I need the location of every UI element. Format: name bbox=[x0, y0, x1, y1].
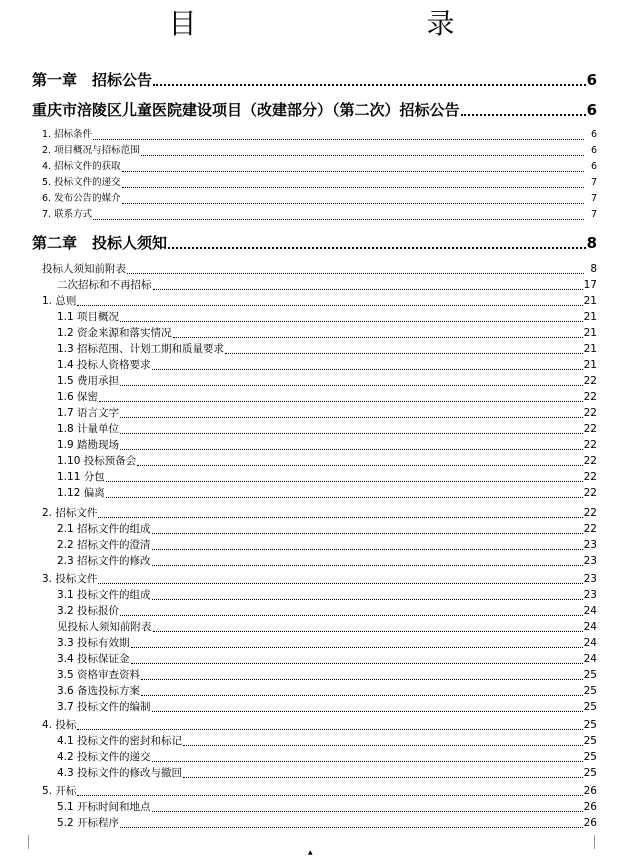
toc-item-page-number: 22 bbox=[583, 375, 597, 387]
dot-leader bbox=[77, 305, 582, 306]
dot-leader bbox=[120, 417, 583, 418]
toc-item-label: 2.2 招标文件的澄清 bbox=[57, 539, 151, 551]
toc-item-page-number: 21 bbox=[583, 327, 597, 339]
toc-item[interactable] bbox=[42, 191, 597, 207]
dot-leader bbox=[93, 139, 584, 140]
toc-item[interactable] bbox=[57, 667, 597, 683]
toc-item-page-number: 7 bbox=[590, 177, 597, 188]
toc-item-page-number: 21 bbox=[583, 295, 597, 307]
toc-item[interactable] bbox=[42, 261, 597, 277]
toc-item-page-number: 25 bbox=[583, 751, 597, 763]
toc-item-label: 7. 联系方式 bbox=[42, 209, 93, 220]
toc-item-label: 重庆市涪陵区儿童医院建设项目（改建部分）（第二次）招标公告 bbox=[32, 101, 460, 119]
toc-item-label: 3.4 投标保证金 bbox=[57, 653, 130, 665]
toc-item-page-number: 23 bbox=[583, 555, 597, 567]
toc-item-label: 5. 开标 bbox=[42, 785, 77, 797]
toc-item-page-number: 8 bbox=[590, 263, 597, 275]
toc-item-label: 1.2 资金来源和落实情况 bbox=[57, 327, 172, 339]
dot-leader bbox=[106, 497, 583, 498]
toc-item-page-number: 21 bbox=[583, 343, 597, 355]
toc-item[interactable] bbox=[57, 325, 597, 341]
toc-item[interactable] bbox=[57, 765, 597, 781]
toc-item[interactable] bbox=[42, 505, 597, 521]
toc-item-label: 6. 发布公告的媒介 bbox=[42, 193, 121, 204]
toc-item-label: 4.3 投标文件的修改与撤回 bbox=[57, 767, 183, 779]
toc-item[interactable] bbox=[57, 469, 597, 485]
dot-leader bbox=[93, 219, 584, 220]
dot-leader bbox=[131, 647, 583, 648]
dot-leader bbox=[120, 827, 583, 828]
toc-item-page-number: 17 bbox=[583, 279, 597, 291]
toc-item[interactable] bbox=[42, 783, 597, 799]
toc-item[interactable] bbox=[57, 699, 597, 715]
toc-item[interactable] bbox=[57, 373, 597, 389]
toc-item[interactable] bbox=[42, 127, 597, 143]
dot-leader bbox=[77, 729, 582, 730]
dot-leader bbox=[137, 465, 582, 466]
toc-item-page-number: 21 bbox=[583, 311, 597, 323]
toc-item-page-number: 21 bbox=[583, 359, 597, 371]
toc-item-page-number: 24 bbox=[583, 653, 597, 665]
toc-item-page-number: 25 bbox=[583, 685, 597, 697]
toc-item[interactable] bbox=[57, 749, 597, 765]
toc-item-label: 3. 投标文件 bbox=[42, 573, 98, 585]
dot-leader bbox=[152, 565, 583, 566]
toc-item[interactable] bbox=[57, 619, 597, 635]
toc-item-page-number: 22 bbox=[583, 407, 597, 419]
toc-item[interactable] bbox=[42, 143, 597, 159]
toc-item[interactable] bbox=[57, 485, 597, 501]
toc-item[interactable] bbox=[57, 389, 597, 405]
toc-heading[interactable] bbox=[32, 70, 597, 90]
page-corner-mark-left bbox=[14, 835, 29, 849]
toc-item[interactable] bbox=[57, 733, 597, 749]
toc-item-page-number: 6 bbox=[586, 71, 597, 89]
toc-item-page-number: 22 bbox=[583, 439, 597, 451]
dot-leader bbox=[98, 583, 582, 584]
toc-item-label: 投标人须知前附表 bbox=[42, 263, 126, 275]
toc-item-label: 1.8 计量单位 bbox=[57, 423, 120, 435]
toc-item-label: 3.1 投标文件的组成 bbox=[57, 589, 151, 601]
dot-leader bbox=[225, 353, 583, 354]
toc-item-label: 1.6 保密 bbox=[57, 391, 99, 403]
toc-item-page-number: 8 bbox=[586, 234, 597, 252]
toc-item-label: 2.1 招标文件的组成 bbox=[57, 523, 151, 535]
toc-item-page-number: 24 bbox=[583, 637, 597, 649]
dot-leader bbox=[141, 695, 583, 696]
toc-item-label: 1. 总则 bbox=[42, 295, 77, 307]
toc-item-label: 1. 招标条件 bbox=[42, 129, 93, 140]
toc-item[interactable] bbox=[42, 159, 597, 175]
toc-item-page-number: 26 bbox=[583, 801, 597, 813]
dot-leader bbox=[127, 273, 584, 274]
toc-item-label: 1.3 招标范围、计划工期和质量要求 bbox=[57, 343, 225, 355]
toc-item-label: 5.1 开标时间和地点 bbox=[57, 801, 151, 813]
toc-item[interactable] bbox=[57, 683, 597, 699]
toc-item-label: 4.1 投标文件的密封和标记 bbox=[57, 735, 183, 747]
dot-leader bbox=[120, 385, 583, 386]
dot-leader bbox=[183, 745, 583, 746]
toc-item-label: 5. 投标文件的递交 bbox=[42, 177, 121, 188]
toc-item-page-number: 22 bbox=[583, 471, 597, 483]
toc-item-label: 5.2 开标程序 bbox=[57, 817, 120, 829]
dot-leader bbox=[152, 599, 583, 600]
dot-leader bbox=[120, 433, 583, 434]
dot-leader bbox=[152, 549, 583, 550]
toc-item[interactable] bbox=[57, 537, 597, 553]
dot-leader bbox=[99, 401, 583, 402]
toc-item-label: 1.10 投标预备会 bbox=[57, 455, 137, 467]
toc-item-page-number: 26 bbox=[583, 785, 597, 797]
dot-leader bbox=[153, 289, 583, 290]
toc-item-page-number: 25 bbox=[583, 719, 597, 731]
toc-item[interactable] bbox=[57, 437, 597, 453]
toc-item-page-number: 23 bbox=[583, 573, 597, 585]
toc-item-page-number: 23 bbox=[583, 539, 597, 551]
toc-item[interactable] bbox=[42, 717, 597, 733]
dot-leader bbox=[461, 114, 586, 116]
toc-item-page-number: 22 bbox=[583, 507, 597, 519]
dot-leader bbox=[77, 795, 582, 796]
toc-item-page-number: 6 bbox=[586, 101, 597, 119]
toc-item-label: 1.9 踏勘现场 bbox=[57, 439, 120, 451]
toc-item-label: 二次招标和不再招标 bbox=[57, 279, 152, 291]
toc-item-page-number: 6 bbox=[590, 129, 597, 140]
toc-item-page-number: 25 bbox=[583, 767, 597, 779]
toc-item-page-number: 24 bbox=[583, 605, 597, 617]
toc-item-label: 1.7 语言文字 bbox=[57, 407, 120, 419]
toc-item[interactable] bbox=[57, 453, 597, 469]
dot-leader bbox=[141, 679, 583, 680]
dot-leader bbox=[120, 321, 583, 322]
toc-item[interactable] bbox=[57, 421, 597, 437]
toc-item[interactable] bbox=[42, 207, 597, 223]
toc-item-label: 4.2 投标文件的递交 bbox=[57, 751, 151, 763]
toc-item-label: 见投标人须知前附表 bbox=[57, 621, 152, 633]
dot-leader bbox=[152, 533, 583, 534]
footer-mark: ▲ bbox=[308, 849, 313, 856]
toc-item-label: 1.12 偏离 bbox=[57, 487, 105, 499]
toc-item-page-number: 25 bbox=[583, 735, 597, 747]
toc-item-label: 3.3 投标有效期 bbox=[57, 637, 130, 649]
dot-leader bbox=[173, 337, 583, 338]
toc-item[interactable] bbox=[57, 815, 597, 831]
dot-leader bbox=[98, 517, 582, 518]
dot-leader bbox=[122, 171, 584, 172]
toc-item-label: 第一章 招标公告 bbox=[32, 71, 153, 89]
toc-item[interactable] bbox=[57, 603, 597, 619]
toc-item-label: 2. 项目概况与招标范围 bbox=[42, 145, 140, 156]
dot-leader bbox=[153, 84, 586, 86]
toc-item[interactable] bbox=[57, 341, 597, 357]
toc-item-page-number: 22 bbox=[583, 455, 597, 467]
dot-leader bbox=[120, 615, 583, 616]
toc-item-label: 4. 投标 bbox=[42, 719, 77, 731]
toc-item[interactable] bbox=[57, 405, 597, 421]
toc-item[interactable] bbox=[42, 571, 597, 587]
toc-item-page-number: 22 bbox=[583, 391, 597, 403]
page-corner-mark-right bbox=[594, 835, 609, 849]
toc-item[interactable] bbox=[57, 553, 597, 569]
toc-item-page-number: 22 bbox=[583, 423, 597, 435]
toc-item-page-number: 23 bbox=[583, 589, 597, 601]
dot-leader bbox=[152, 761, 583, 762]
toc-item-page-number: 22 bbox=[583, 487, 597, 499]
dot-leader bbox=[183, 777, 583, 778]
page-title: 目 录 bbox=[168, 7, 513, 40]
toc-item-label: 4. 招标文件的获取 bbox=[42, 161, 121, 172]
toc-item[interactable] bbox=[57, 357, 597, 373]
toc-item[interactable] bbox=[57, 651, 597, 667]
toc-item-label: 1.4 投标人资格要求 bbox=[57, 359, 151, 371]
dot-leader bbox=[152, 369, 583, 370]
toc-item-label: 2.3 招标文件的修改 bbox=[57, 555, 151, 567]
toc-item-page-number: 22 bbox=[583, 523, 597, 535]
toc-item-page-number: 7 bbox=[590, 209, 597, 220]
dot-leader bbox=[152, 811, 583, 812]
dot-leader bbox=[153, 631, 583, 632]
toc-item-label: 1.1 项目概况 bbox=[57, 311, 120, 323]
dot-leader bbox=[168, 247, 586, 249]
toc-item[interactable] bbox=[42, 175, 597, 191]
toc-item[interactable] bbox=[57, 587, 597, 603]
toc-item-label: 第二章 投标人须知 bbox=[32, 234, 168, 252]
toc-item-label: 1.11 分包 bbox=[57, 471, 105, 483]
toc-heading[interactable] bbox=[32, 100, 597, 120]
dot-leader bbox=[152, 711, 583, 712]
toc-item-page-number: 6 bbox=[590, 161, 597, 172]
toc-item-label: 3.7 投标文件的编制 bbox=[57, 701, 151, 713]
toc-item-label: 1.5 费用承担 bbox=[57, 375, 120, 387]
toc-item[interactable] bbox=[57, 309, 597, 325]
toc-item-page-number: 25 bbox=[583, 669, 597, 681]
toc-item-label: 3.6 备选投标方案 bbox=[57, 685, 141, 697]
dot-leader bbox=[106, 481, 583, 482]
toc-item-label: 2. 招标文件 bbox=[42, 507, 98, 519]
toc-item[interactable] bbox=[57, 799, 597, 815]
toc-item-page-number: 7 bbox=[590, 193, 597, 204]
toc-item-page-number: 25 bbox=[583, 701, 597, 713]
toc-heading[interactable] bbox=[32, 233, 597, 253]
toc-item-page-number: 26 bbox=[583, 817, 597, 829]
toc-item-label: 3.2 投标报价 bbox=[57, 605, 120, 617]
toc-item-page-number: 6 bbox=[590, 145, 597, 156]
toc-item[interactable] bbox=[57, 277, 597, 293]
toc-item[interactable] bbox=[57, 521, 597, 537]
dot-leader bbox=[141, 155, 584, 156]
dot-leader bbox=[122, 187, 584, 188]
toc-item-label: 3.5 资格审查资料 bbox=[57, 669, 141, 681]
dot-leader bbox=[120, 449, 583, 450]
dot-leader bbox=[131, 663, 583, 664]
toc-item-page-number: 24 bbox=[583, 621, 597, 633]
toc-item[interactable] bbox=[57, 635, 597, 651]
toc-item[interactable] bbox=[42, 293, 597, 309]
dot-leader bbox=[122, 203, 584, 204]
